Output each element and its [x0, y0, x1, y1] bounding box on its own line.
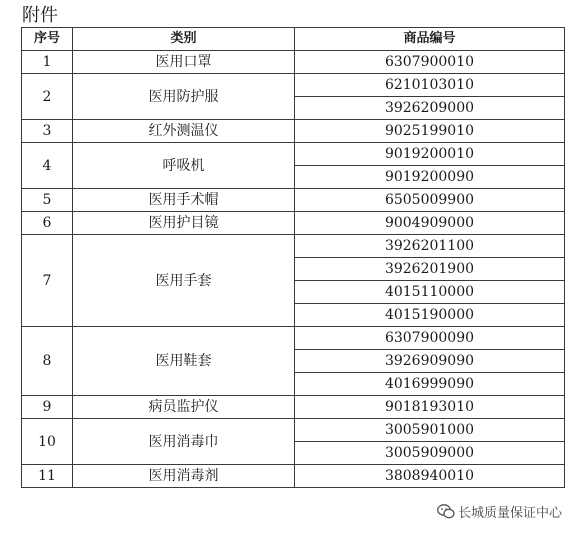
table-row — [22, 396, 565, 419]
serial-number-cell: 9 — [22, 396, 73, 419]
product-code-cell: 6505009900 — [295, 189, 565, 212]
category-cell: 红外测温仪 — [73, 120, 295, 143]
product-code-cell: 3926909090 — [295, 350, 565, 373]
product-code-cell: 4016999090 — [295, 373, 565, 396]
attachment-title: 附件 — [22, 5, 58, 26]
table-row — [22, 235, 565, 258]
product-code-cell: 4015110000 — [295, 281, 565, 304]
table-row — [22, 51, 565, 74]
category-cell: 医用口罩 — [73, 51, 295, 74]
product-code-cell: 4015190000 — [295, 304, 565, 327]
category-cell: 医用消毒巾 — [73, 419, 295, 465]
category-cell: 病员监护仪 — [73, 396, 295, 419]
table-body — [22, 51, 565, 488]
serial-number-cell: 11 — [22, 465, 73, 488]
table-row — [22, 189, 565, 212]
header-category: 类别 — [73, 28, 295, 51]
product-code-cell: 3808940010 — [295, 465, 565, 488]
table-row — [22, 212, 565, 235]
table-row — [22, 120, 565, 143]
product-code-cell: 9018193010 — [295, 396, 565, 419]
serial-number-cell: 1 — [22, 51, 73, 74]
table-row — [22, 74, 565, 97]
serial-number-cell: 7 — [22, 235, 73, 327]
serial-number-cell: 2 — [22, 74, 73, 120]
product-code-cell: 3926209000 — [295, 97, 565, 120]
serial-number-cell: 10 — [22, 419, 73, 465]
category-cell: 医用手套 — [73, 235, 295, 327]
product-code-table — [21, 27, 565, 488]
category-cell: 医用消毒剂 — [73, 465, 295, 488]
serial-number-cell: 3 — [22, 120, 73, 143]
product-code-cell: 6307900010 — [295, 51, 565, 74]
header-serial-number: 序号 — [22, 28, 73, 51]
serial-number-cell: 4 — [22, 143, 73, 189]
serial-number-cell: 6 — [22, 212, 73, 235]
table-row — [22, 143, 565, 166]
table-header-row — [22, 28, 565, 51]
watermark-text: 长城质量保证中心 — [457, 506, 562, 521]
product-code-cell: 9019200090 — [295, 166, 565, 189]
product-code-cell: 3926201100 — [295, 235, 565, 258]
table-row — [22, 465, 565, 488]
product-code-cell: 9004909000 — [295, 212, 565, 235]
table-row — [22, 419, 565, 442]
category-cell: 医用鞋套 — [73, 327, 295, 396]
category-cell: 医用护目镜 — [73, 212, 295, 235]
product-code-cell: 3005909000 — [295, 442, 565, 465]
product-code-cell: 9019200010 — [295, 143, 565, 166]
serial-number-cell: 5 — [22, 189, 73, 212]
category-cell: 医用手术帽 — [73, 189, 295, 212]
product-code-cell: 3005901000 — [295, 419, 565, 442]
product-code-cell: 9025199010 — [295, 120, 565, 143]
product-code-cell: 6210103010 — [295, 74, 565, 97]
table-row — [22, 327, 565, 350]
watermark — [435, 502, 564, 521]
header-product-code: 商品编号 — [295, 28, 565, 51]
product-code-cell: 3926201900 — [295, 258, 565, 281]
product-code-cell: 6307900090 — [295, 327, 565, 350]
category-cell: 医用防护服 — [73, 74, 295, 120]
wechat-icon — [437, 504, 455, 519]
serial-number-cell: 8 — [22, 327, 73, 396]
category-cell: 呼吸机 — [73, 143, 295, 189]
